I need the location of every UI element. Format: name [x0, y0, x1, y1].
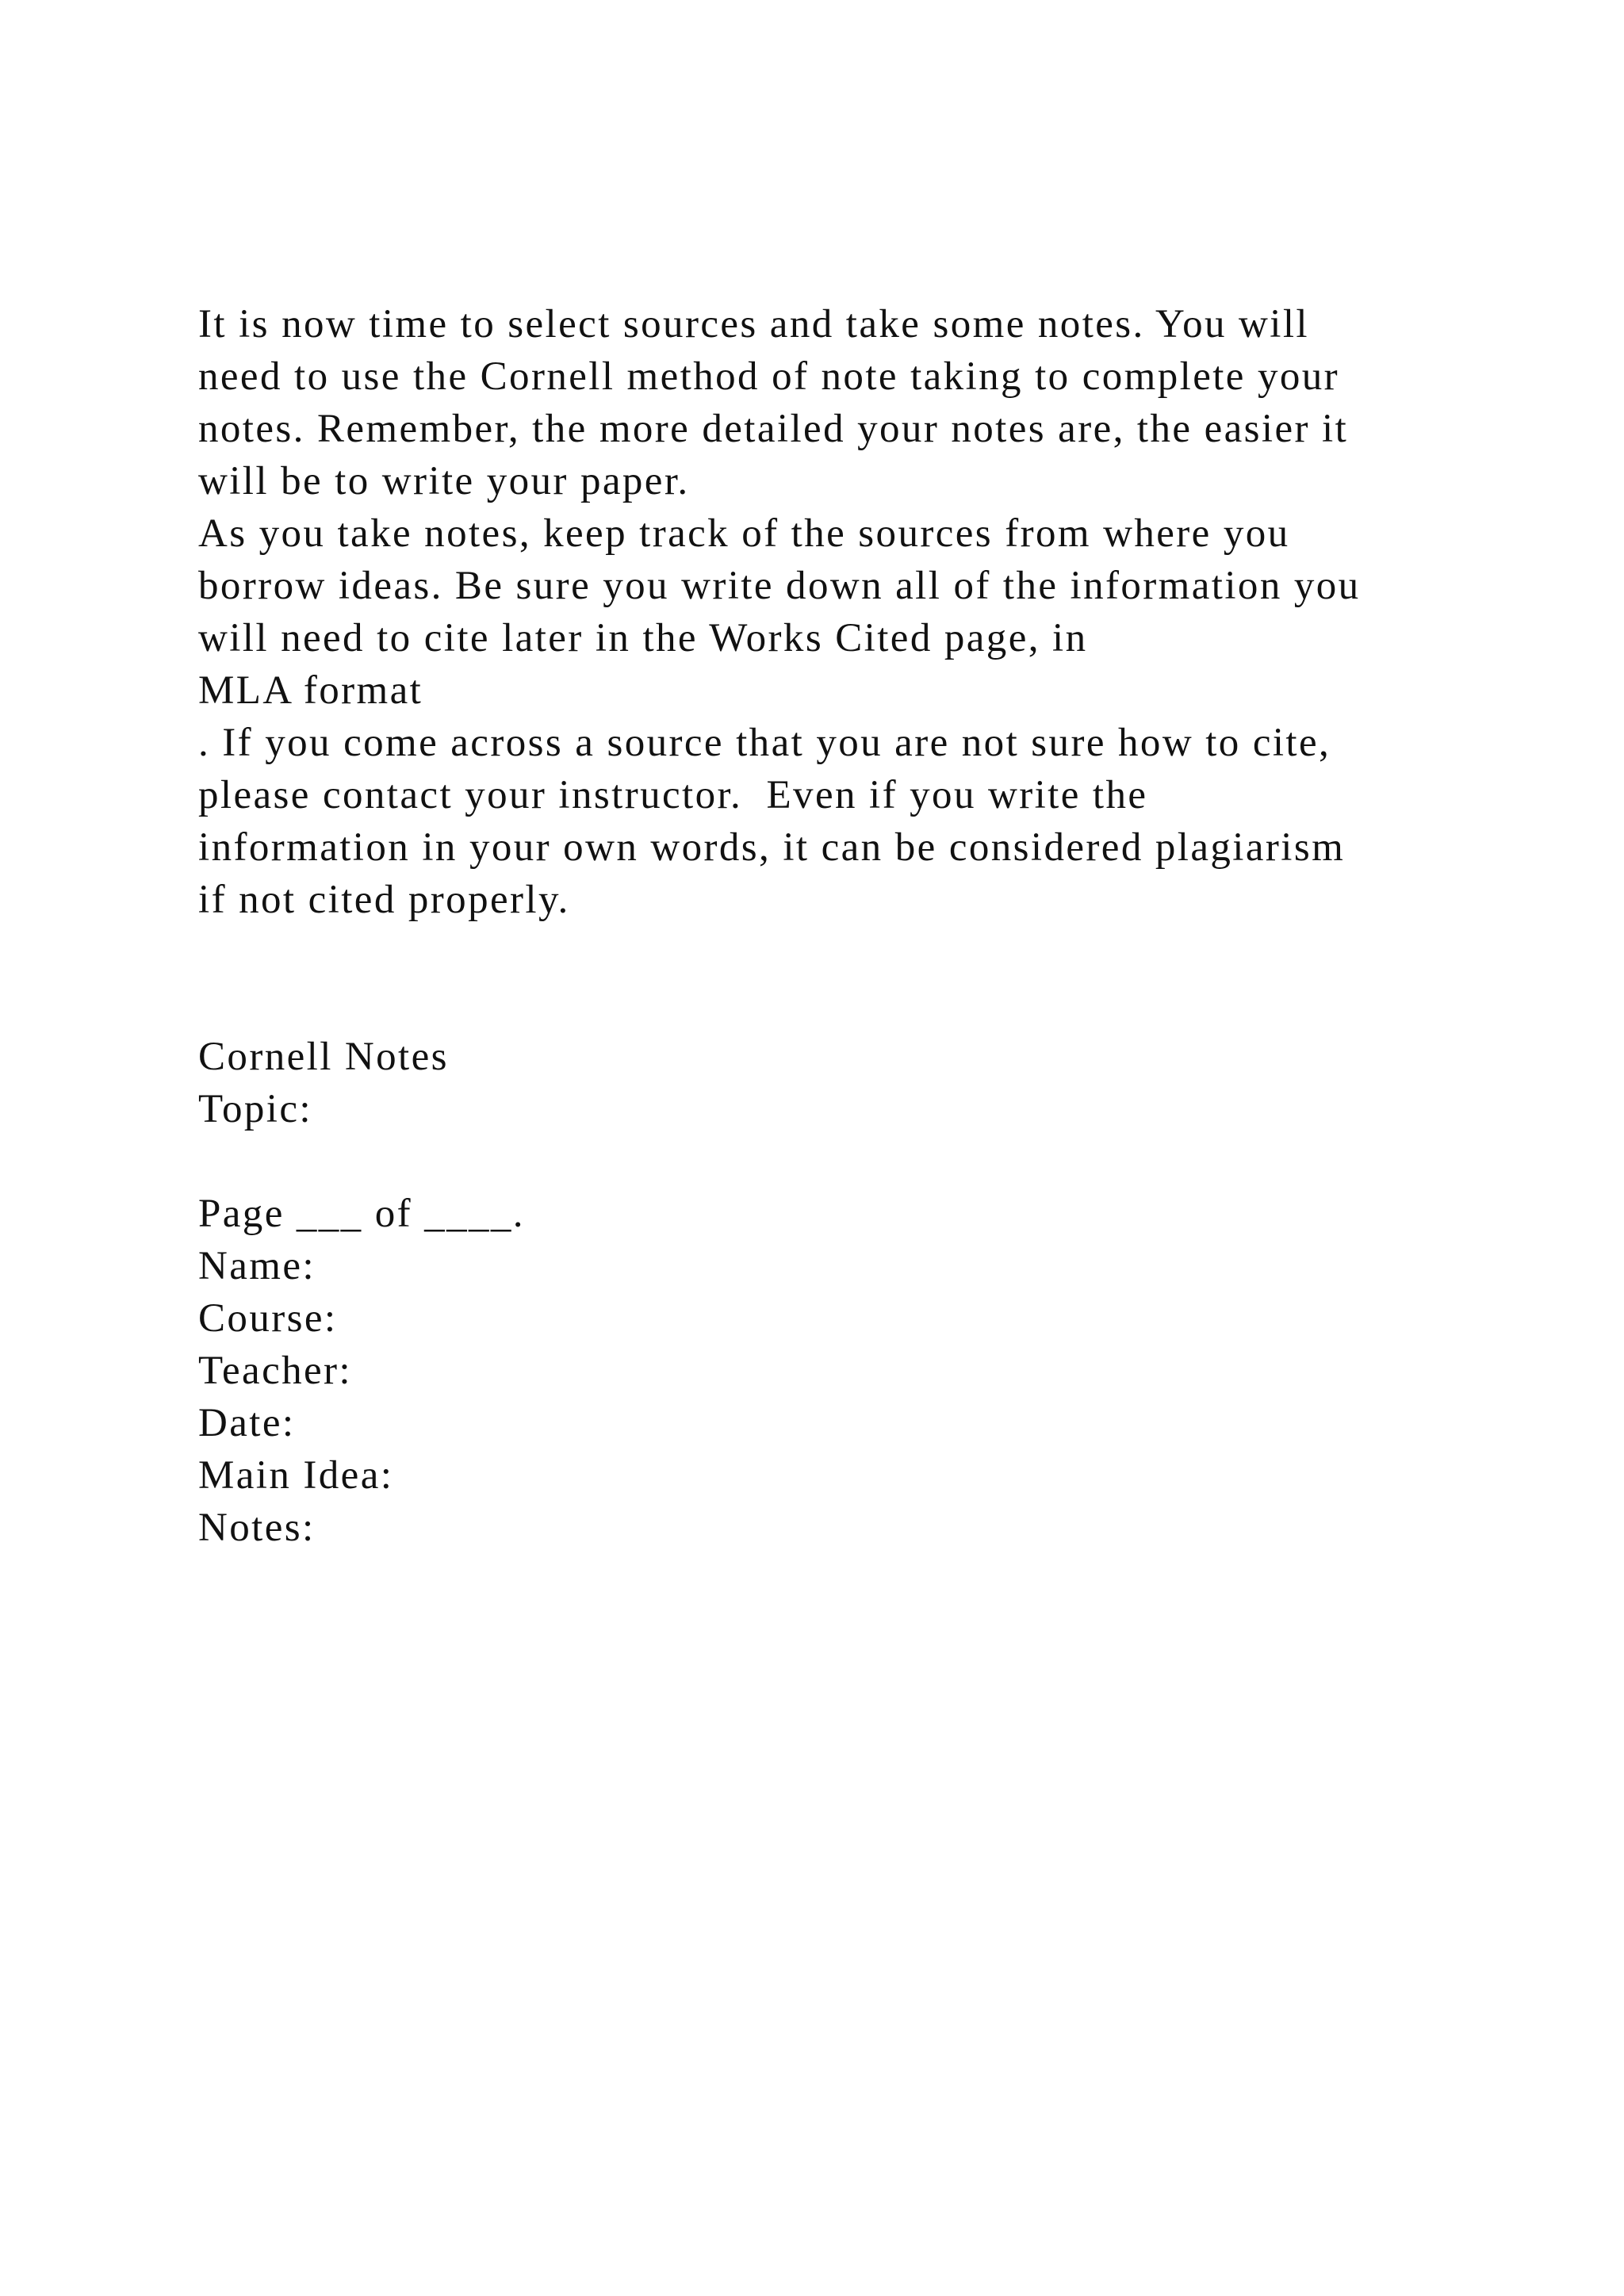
spacer	[198, 978, 1499, 1031]
paragraph-line: will be to write your paper.	[198, 459, 690, 503]
paragraph-line: if not cited properly.	[198, 878, 570, 922]
spacer	[198, 926, 1499, 978]
name-label: Name:	[198, 1244, 316, 1288]
spacer	[198, 1135, 1499, 1188]
teacher-label: Teacher:	[198, 1349, 352, 1393]
paragraph-line: will need to cite later in the Works Cited page, in	[198, 616, 1088, 660]
course-label: Course:	[198, 1296, 338, 1341]
mla-format-link-text: MLA format	[198, 668, 423, 713]
paragraph-line: borrow ideas. Be sure you write down all of the information you	[198, 564, 1361, 608]
form-heading: Cornell Notes	[198, 1035, 449, 1079]
paragraph-line: please contact your instructor. Even if you write the	[198, 773, 1148, 817]
paragraph-line: notes. Remember, the more detailed your notes are, the easier it	[198, 407, 1349, 451]
paragraph-line: need to use the Cornell method of note taking to complete your	[198, 354, 1340, 399]
notes-label: Notes:	[198, 1506, 316, 1550]
paragraph-line: . If you come across a source that you are not sure how to cite,	[198, 721, 1331, 765]
date-label: Date:	[198, 1401, 296, 1445]
page-count-label: Page ___ of ____.	[198, 1192, 525, 1236]
main-idea-label: Main Idea:	[198, 1453, 394, 1498]
paragraph-line: information in your own words, it can be considered plagiarism	[198, 825, 1346, 870]
paragraph-line: It is now time to select sources and take some notes. You will	[198, 302, 1309, 346]
topic-label: Topic:	[198, 1087, 312, 1131]
document-body	[198, 298, 1499, 1554]
paragraph-line: As you take notes, keep track of the sources from where you	[198, 511, 1290, 556]
